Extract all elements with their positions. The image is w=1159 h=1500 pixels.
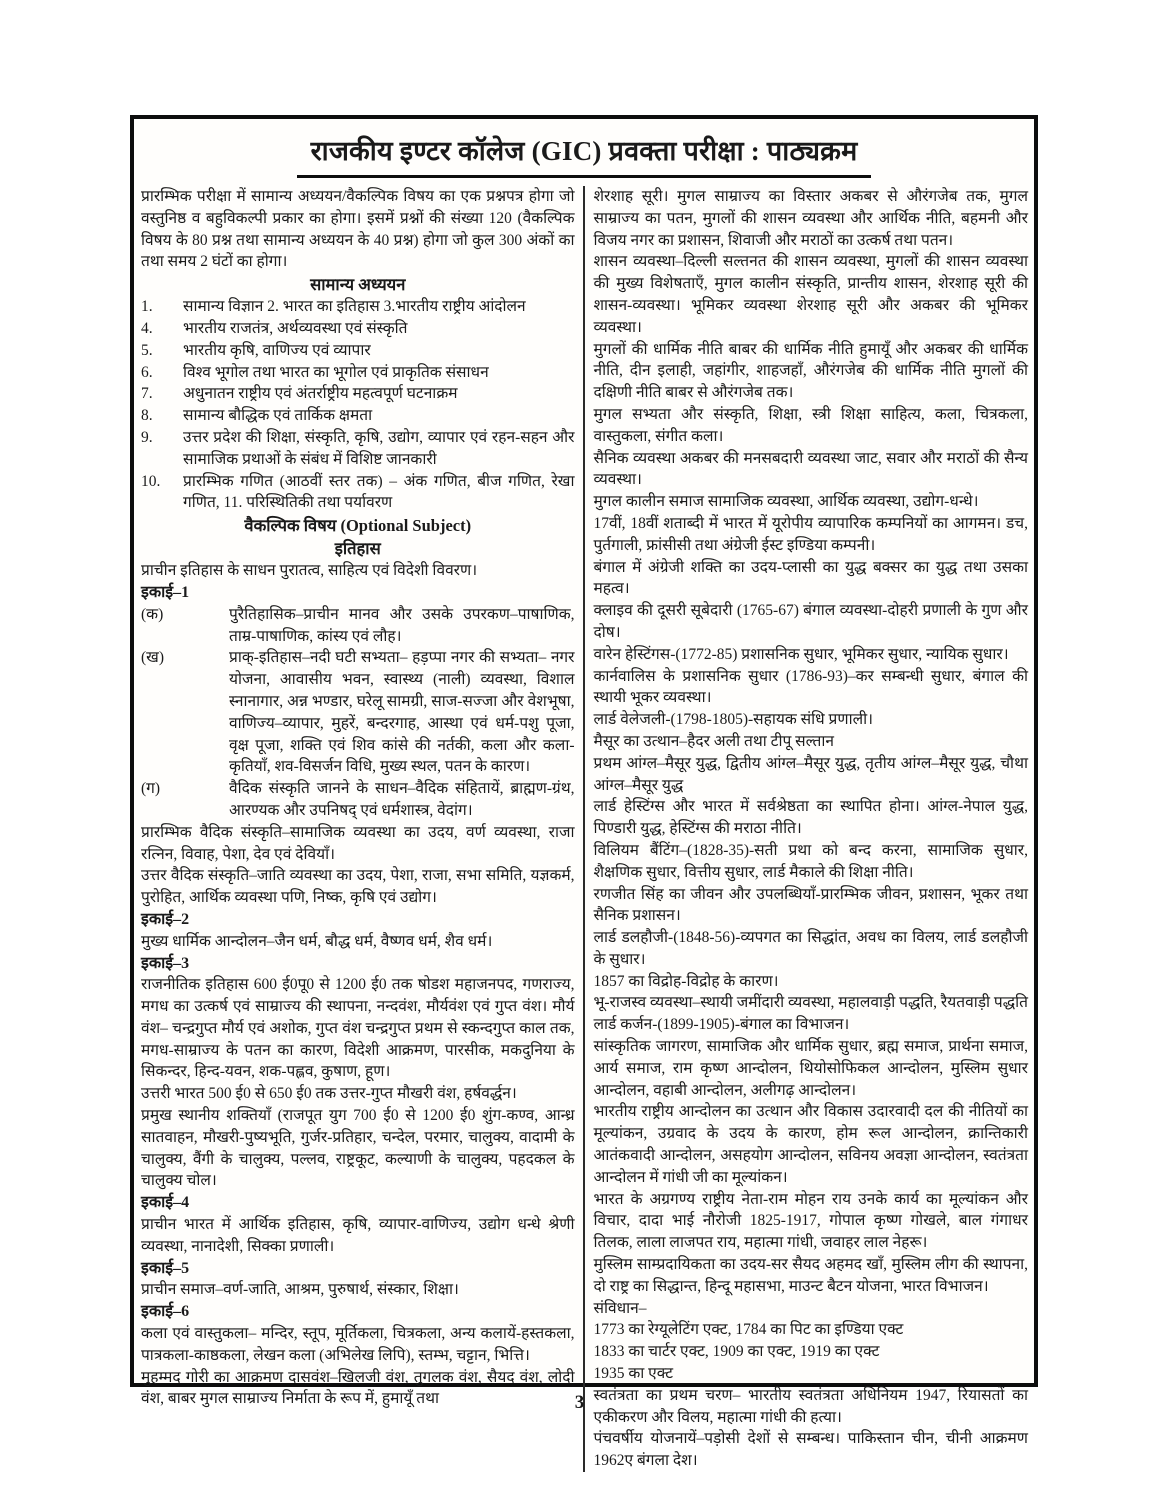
list-item-text: प्राक्-इतिहास–नदी घटी सभ्यता– हड़प्पा नगर की सभ्यता– नगर योजना, आवासीय भवन, स्वास्थ्य (नाली) व्यवस्था, विशाल स्नानागार, अन्न भण्डार, घरेलू सामग्री, साज-सज्जा और वेशभूषा, वाणिज्य–व्यापार, मुहरें, बन्दरगाह, आस्था एवं धर्म-पशु पूजा, वृक्ष पूजा, शक्ति एवं शिव कांसे की नर्तकी, कला और कला-कृतियाँ, शव-विसर्जन विधि, मुख्य स्थल, पतन के कारण।	[229, 649, 575, 776]
syllabus-paragraph: लार्ड हेस्टिंग्स और भारत में सर्वश्रेष्ठता का स्थापित होना। आंग्ल-नेपाल युद्ध, पिण्डारी युद्ध, हेस्टिंग्स की मराठा नीति।	[593, 798, 1028, 838]
unit-heading: इकाई–1	[141, 583, 190, 601]
list-item-marker: (ख)	[141, 649, 165, 667]
list-item-marker: 6.	[141, 363, 153, 381]
syllabus-paragraph: प्रमुख स्थानीय शक्तियाँ (राजपूत युग 700 ई0 से 1200 ई0 शुंग-कण्व, आन्ध्र सातवाहन, मौखरी-पुष्यभूति, गुर्जर-प्रतिहार, चन्देल, परमार, चालुक्य, वादामी के चालुक्य, वैंगी के चालुक्य, पल्लव, राष्ट्रकूट, कल्याणी के चालुक्य, पहदकल के चालुक्य चोल।	[141, 1107, 575, 1190]
clause-list-item	[141, 604, 575, 648]
syllabus-paragraph: बंगाल में अंग्रेजी शक्ति का उदय-प्लासी का युद्ध बक्सर का युद्ध तथा उसका महत्व।	[593, 558, 1028, 598]
syllabus-paragraph: मुगल कालीन समाज सामाजिक व्यवस्था, आर्थिक व्यवस्था, उद्योग-धन्धे।	[593, 493, 979, 511]
syllabus-paragraph: प्राचीन इतिहास के साधन पुरातत्व, साहित्य एवं विदेशी विवरण।	[141, 562, 478, 580]
syllabus-paragraph: लार्ड वेलेजली-(1798-1805)-सहायक संधि प्रणाली।	[593, 711, 873, 729]
list-item-marker: 10.	[141, 472, 161, 490]
syllabus-paragraph: वारेन हेस्टिंगस-(1772-85) प्रशासनिक सुधार, भूमिकर सुधार, न्यायिक सुधार।	[593, 645, 1009, 663]
syllabus-paragraph: उत्तर वैदिक संस्कृति–जाति व्यवस्था का उदय, पेशा, राजा, सभा समिति, यज्ञकर्म, पुरोहित, आर्थिक व्यवस्था पणि, निष्क, कृषि एवं उद्योग।	[141, 867, 575, 907]
list-item-text: वैदिक संस्कृति जानने के साधन–वैदिक संहितायें, ब्राह्मण-ग्रंथ, आरण्यक और उपनिषद् एवं धर्मशास्त्र, वेदांग।	[229, 780, 575, 819]
list-item-marker: 5.	[141, 341, 153, 359]
numbered-list-item	[141, 296, 575, 318]
syllabus-paragraph: उत्तरी भारत 500 ई0 से 650 ई0 तक उत्तर-गुप्त मौखरी वंश, हर्षवर्द्धन।	[141, 1085, 517, 1103]
two-column-body	[134, 184, 1034, 1476]
syllabus-paragraph: मुगलों की धार्मिक नीति बाबर की धार्मिक नीति हुमायूँ और अकबर की धार्मिक नीति, दीन इलाही, जहांगीर, शाहजहाँ, औरंगजेब की धार्मिक नीति मुगलों की दक्षिणी नीति बाबर से औरंगजेब तक।	[593, 340, 1028, 402]
syllabus-paragraph: प्राचीन समाज–वर्ण-जाति, आश्रम, पुरुषार्थ, संस्कार, शिक्षा।	[141, 1281, 459, 1299]
syllabus-paragraph: भारतीय राष्ट्रीय आन्दोलन का उत्थान और विकास उदारवादी दल की नीतियों का मूल्यांकन, उग्रवाद के उदय के कारण, होम रूल आन्दोलन, क्रान्तिकारी आतंकवादी आन्दोलन, असहयोग आन्दोलन, सविनय अवज्ञा आन्दोलन, स्वतंत्रता आन्दोलन में गांधी जी का मूल्यांकन।	[593, 1103, 1028, 1186]
syllabus-paragraph: शासन व्यवस्था–दिल्ली सल्तनत की शासन व्यवस्था, मुगलों की शासन व्यवस्था की मुख्य विशेषताएँ, मुगल कालीन संस्कृति, प्रान्तीय शासन, शेरशाह सूरी की शासन-व्यवस्था। भूमिकर व्यवस्था शेरशाह सूरी और अकबर की भूमिकर व्यवस्था।	[593, 253, 1028, 336]
syllabus-paragraph: शेरशाह सूरी। मुगल साम्राज्य का विस्तार अकबर से औरंगजेब तक, मुगल साम्राज्य का पतन, मुगलों की शासन व्यवस्था और आर्थिक नीति, बहमनी और विजय नगर का प्रशासन, शिवाजी और मराठों का उत्कर्ष तथा पतन।	[593, 188, 1028, 249]
clause-list-item	[141, 778, 575, 822]
unit-heading: इकाई–4	[141, 1194, 190, 1212]
syllabus-paragraph: स्वतंत्रता का प्रथम चरण– भारतीय स्वतंत्रता अधिनियम 1947, रियासतों का एकीकरण और विलय, महात्मा गांधी की हत्या।	[593, 1386, 1028, 1426]
page-title: राजकीय इण्टर कॉलेज (GIC) प्रवक्ता परीक्षा : पाठ्यक्रम	[297, 131, 872, 178]
clause-list-item	[141, 647, 575, 778]
syllabus-paragraph: मुस्लिम साम्प्रदायिकता का उदय-सर सैयद अहमद खाँ, मुस्लिम लीग की स्थापना, दो राष्ट्र का सिद्धान्त, हिन्दू महासभा, माउन्ट बैटन योजना, भारत विभाजन।	[593, 1256, 1028, 1295]
list-item-text: अधुनातन राष्ट्रीय एवं अंतर्राष्ट्रीय महत्वपूर्ण घटनाक्रम	[183, 385, 458, 403]
syllabus-paragraph: कार्नवालिस के प्रशासनिक सुधार (1786-93)–कर सम्बन्धी सुधार, बंगाल की स्थायी भूकर व्यवस्था।	[593, 667, 1028, 707]
list-item-text: सामान्य बौद्धिक एवं तार्किक क्षमता	[183, 407, 373, 425]
section-heading: सामान्य अध्ययन	[310, 275, 406, 295]
syllabus-paragraph: संविधान–	[593, 1299, 647, 1317]
list-item-marker: 7.	[141, 385, 153, 403]
syllabus-paragraph: रणजीत सिंह का जीवन और उपलब्धियाँ-प्रारम्भिक जीवन, प्रशासन, भूकर तथा सैनिक प्रशासन।	[593, 885, 1028, 925]
numbered-list-item	[141, 471, 575, 515]
section-heading: इतिहास	[334, 539, 381, 559]
list-item-text: पुरैतिहासिक–प्राचीन मानव और उसके उपरकण–पाषाणिक, ताम्र-पाषाणिक, कांस्य एवं लौह।	[229, 605, 575, 645]
syllabus-paragraph: सांस्कृतिक जागरण, सामाजिक और धार्मिक सुधार, ब्रह्म समाज, प्रार्थना समाज, आर्य समाज, राम कृष्ण आन्दोलन, थियोसोफिकल आन्दोलन, मुस्लिम सुधार आन्दोलन, वहाबी आन्दोलन, अलीगढ़ आन्दोलन।	[593, 1038, 1028, 1099]
syllabus-paragraph: क्लाइव की दूसरी सूबेदारी (1765-67) बंगाल व्यवस्था-दोहरी प्रणाली के गुण और दोष।	[593, 602, 1028, 641]
syllabus-paragraph: कला एवं वास्तुकला– मन्दिर, स्तूप, मूर्तिकला, चित्रकला, अन्य कलायें-हस्तकला, पात्रकला-काष्ठकला, लेखन कला (अभिलेख लिपि), स्तम्भ, चट्टान, भित्ति।	[141, 1325, 575, 1364]
syllabus-paragraph: पंचवर्षीय योजनायें–पड़ोसी देशों से सम्बन्ध। पाकिस्तान चीन, चीनी आक्रमण 1962ए बंगला देश।	[593, 1430, 1028, 1470]
title-bar	[134, 119, 1034, 184]
list-item-text: उत्तर प्रदेश की शिक्षा, संस्कृति, कृषि, उद्योग, व्यापार एवं रहन-सहन और सामाजिक प्रथाओं के संबंध में विशिष्ट जानकारी	[183, 428, 575, 468]
list-item-text: भारतीय कृषि, वाणिज्य एवं व्यापार	[183, 341, 371, 359]
syllabus-paragraph: मुख्य धार्मिक आन्दोलन–जैन धर्म, बौद्ध धर्म, वैष्णव धर्म, शैव धर्म।	[141, 932, 493, 950]
syllabus-paragraph: प्राचीन भारत में आर्थिक इतिहास, कृषि, व्यापार-वाणिज्य, उद्योग धन्धे श्रेणी व्यवस्था, नानादेशी, सिक्का प्रणाली।	[141, 1216, 575, 1255]
syllabus-paragraph: सैनिक व्यवस्था अकबर की मनसबदारी व्यवस्था जाट, सवार और मराठों की सैन्य व्यवस्था।	[593, 449, 1028, 489]
section-heading: वैकल्पिक विषय (Optional Subject)	[244, 516, 472, 536]
list-item-marker: (ग)	[141, 780, 161, 798]
page-border-frame	[130, 115, 1038, 1470]
syllabus-paragraph: लार्ड कर्जन-(1899-1905)-बंगाल का विभाजन।	[593, 1016, 850, 1034]
syllabus-paragraph: प्रारम्भिक परीक्षा में सामान्य अध्ययन/वैकल्पिक विषय का एक प्रश्नपत्र होगा जो वस्तुनिष्ठ व बहुविकल्पी प्रकार का होगा। इसमें प्रश्नों की संख्या 120 (वैकल्पिक विषय के 80 प्रश्न तथा सामान्य अध्ययन के 40 प्रश्न) होगा जो कुल 300 अंकों का तथा समय 2 घंटों का होगा।	[141, 188, 575, 271]
syllabus-paragraph: 1857 का विद्रोह-विद्रोह के कारण।	[593, 972, 779, 990]
syllabus-paragraph: मैसूर का उत्थान–हैदर अली तथा टीपू सल्तान	[593, 732, 835, 750]
syllabus-paragraph: 17वीं, 18वीं शताब्दी में भारत में यूरोपीय व्यापारिक कम्पनियों का आगमन। डच, पुर्तगाली, फ्रांसीसी तथा अंग्रेजी ईस्ट इण्डिया कम्पनी।	[593, 514, 1028, 554]
right-column	[585, 186, 1029, 1472]
numbered-list-item	[141, 427, 575, 471]
page-number: 3	[574, 1392, 585, 1413]
list-item-marker: 9.	[141, 428, 153, 446]
list-item-text: सामान्य विज्ञान 2. भारत का इतिहास 3.भारतीय राष्ट्रीय आंदोलन	[183, 298, 526, 316]
syllabus-paragraph: मुहम्मद गोरी का आक्रमण दासवंश–खिलजी वंश, तुगलक वंश, सैयद वंश, लोदी वंश, बाबर मुगल साम्राज्य निर्माता के रूप में, हुमायूँ तथा	[141, 1368, 575, 1408]
list-item-text: भारतीय राजतंत्र, अर्थव्यवस्था एवं संस्कृति	[183, 319, 408, 337]
numbered-list-item	[141, 340, 575, 362]
syllabus-paragraph: भू-राजस्व व्यवस्था–स्थायी जमींदारी व्यवस्था, महालवाड़ी पद्धति, रैयतवाड़ी पद्धति	[593, 994, 1028, 1012]
syllabus-paragraph: प्रथम आंग्ल–मैसूर युद्ध, द्वितीय आंग्ल–मैसूर युद्ध, तृतीय आंग्ल–मैसूर युद्ध, चौथा आंग्ल–मैसूर युद्ध	[593, 754, 1028, 794]
left-column	[141, 186, 585, 1472]
list-item-marker: 1.	[141, 298, 153, 316]
syllabus-paragraph: भारत के अग्रगण्य राष्ट्रीय नेता-राम मोहन राय उनके कार्य का मूल्यांकन और विचार, दादा भाई नौरोजी 1825-1917, गोपाल कृष्ण गोखले, बाल गंगाधर तिलक, लाला लाजपत राय, महात्मा गांधी, जवाहर लाल नेहरू।	[593, 1190, 1028, 1252]
syllabus-paragraph: लार्ड डलहौजी-(1848-56)-व्यपगत का सिद्धांत, अवध का विलय, लार्ड डलहौजी के सुधार।	[593, 929, 1028, 968]
list-item-text: विश्व भूगोल तथा भारत का भूगोल एवं प्राकृतिक संसाधन	[183, 363, 489, 381]
list-item-marker: (क)	[141, 605, 164, 623]
unit-heading: इकाई–5	[141, 1259, 190, 1277]
syllabus-paragraph: प्रारम्भिक वैदिक संस्कृति–सामाजिक व्यवस्था का उदय, वर्ण व्यवस्था, राजा रत्निन, विवाह, पेशा, देव एवं देवियाँ।	[141, 823, 575, 863]
syllabus-paragraph: विलियम बैंटिंग–(1828-35)-सती प्रथा को बन्द करना, सामाजिक सुधार, शैक्षणिक सुधार, वित्तीय सुधार, लार्ड मैकाले की शिक्षा नीति।	[593, 841, 1028, 881]
syllabus-paragraph: 1773 का रेग्यूलेटिंग एक्ट, 1784 का पिट का इण्डिया एक्ट	[593, 1321, 904, 1339]
syllabus-paragraph: 1833 का चार्टर एक्ट, 1909 का एक्ट, 1919 का एक्ट	[593, 1343, 880, 1361]
syllabus-paragraph: 1935 का एक्ट	[593, 1365, 673, 1383]
list-item-text: प्रारम्भिक गणित (आठवीं स्तर तक) – अंक गणित, बीज गणित, रेखा गणित, 11. परिस्थितिकी तथा पर्यावरण	[183, 472, 575, 512]
numbered-list-item	[141, 405, 575, 427]
unit-heading: इकाई–2	[141, 910, 190, 928]
numbered-list-item	[141, 383, 575, 405]
syllabus-paragraph: राजनीतिक इतिहास 600 ई0पू0 से 1200 ई0 तक षोडश महाजनपद, गणराज्य, मगध का उत्कर्ष एवं साम्राज्य की स्थापना, नन्दवंश, मौर्यवंश एवं गुप्त वंश। मौर्य वंश– चन्द्रगुप्त मौर्य एवं अशोक, गुप्त वंश चन्द्रगुप्त प्रथम से स्कन्दगुप्त काल तक, मगध-साम्राज्य के पतन का कारण, विदेशी आक्रमण, पारसीक, मकदुनिया के सिकन्दर, हिन्द-यवन, शक-पह्लव, कुषाण, हूण।	[141, 976, 575, 1081]
list-item-marker: 8.	[141, 407, 153, 425]
unit-heading: इकाई–3	[141, 954, 190, 972]
unit-heading: इकाई–6	[141, 1303, 190, 1321]
list-item-marker: 4.	[141, 319, 153, 337]
numbered-list-item	[141, 318, 575, 340]
syllabus-paragraph: मुगल सभ्यता और संस्कृति, शिक्षा, स्त्री शिक्षा साहित्य, कला, चित्रकला, वास्तुकला, संगीत कला।	[593, 405, 1028, 445]
numbered-list-item	[141, 362, 575, 384]
